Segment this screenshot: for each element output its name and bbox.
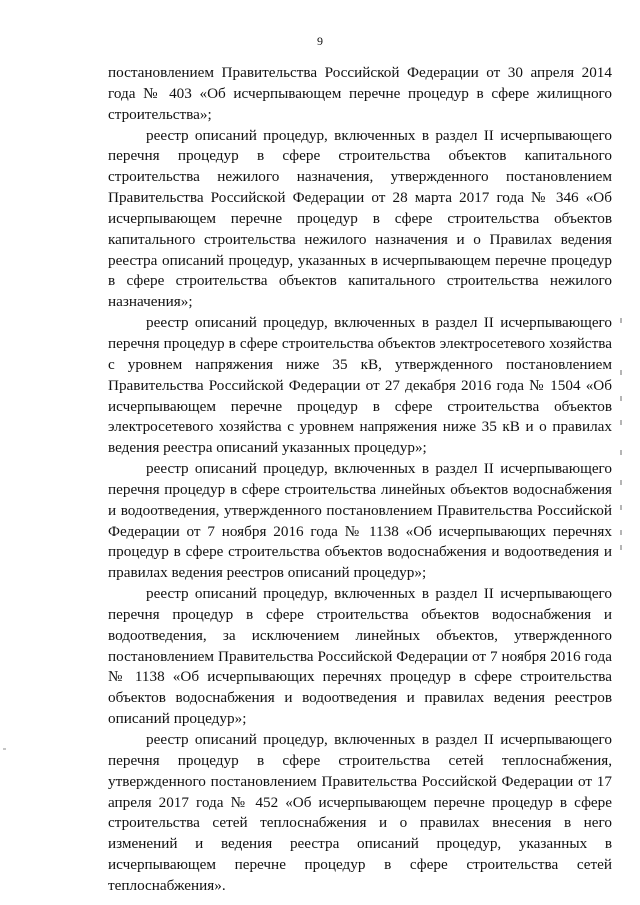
- page-number: 9: [317, 34, 323, 48]
- scan-mark: [620, 396, 622, 401]
- paragraph: реестр описаний процедур, включенных в раздел II исчерпывающего перечня процедур в сфере строительства объектов водоснабжения и водоотведения, за исключением линейных объектов, утвержденного постановлением Правительства Российской Федерации от 7 ноября 2016 года № 1138 «Об исчерпывающих перечнях процедур в сфере строительства объектов водоснабжения и водоотведения и правилах ведения реестров описаний процедур»;: [108, 585, 612, 728]
- scan-mark: [620, 370, 622, 375]
- scan-mark: [620, 318, 622, 323]
- scan-mark: [620, 545, 622, 550]
- paragraph: реестр описаний процедур, включенных в раздел II исчерпывающего перечня процедур в сфере строительства объектов электросетевого хозяйства с уровнем напряжения ниже 35 кВ, утвержденного постановлением Правительства Российской Федерации от 27 декабря 2016 года № 1504 «Об исчерпывающем перечне процедур в сфере строительства объектов электросетевого хозяйства с уровнем напряжения ниже 35 кВ и о правилах ведения реестра описаний указанных процедур»;: [108, 314, 612, 457]
- document-body: [108, 63, 612, 897]
- scan-mark: [620, 530, 622, 535]
- paragraph-continuation: постановлением Правительства Российской Федерации от 30 апреля 2014 года № 403 «Об исчерпывающем перечне процедур в сфере жилищного строительства»;: [108, 64, 612, 123]
- scan-mark: [620, 420, 622, 425]
- paragraph: реестр описаний процедур, включенных в раздел II исчерпывающего перечня процедур в сфере строительства сетей теплоснабжения, утвержденного постановлением Правительства Российской Федерации от 17 апреля 2017 года № 452 «Об исчерпывающем перечне процедур в сфере строительства сетей теплоснабжения и о правилах внесения в него изменений и ведения реестра описаний процедур, указанных в исчерпывающем перечне процедур в сфере строительства сетей теплоснабжения».: [108, 731, 612, 894]
- scan-mark: [620, 505, 622, 510]
- paragraph: реестр описаний процедур, включенных в раздел II исчерпывающего перечня процедур в сфере строительства объектов капитального строительства нежилого назначения, утвержденного постановлением Правительства Российской Федерации от 28 марта 2017 года № 346 «Об исчерпывающем перечне процедур в сфере строительства объектов капитального строительства нежилого назначения и о Правилах ведения реестра описаний процедур, указанных в исчерпывающем перечне процедур в сфере строительства объектов капитального строительства нежилого назначения»;: [108, 126, 612, 311]
- paragraph: реестр описаний процедур, включенных в раздел II исчерпывающего перечня процедур в сфере строительства линейных объектов водоснабжения и водоотведения, утвержденного постановлением Правительства Российской Федерации от 7 ноября 2016 года № 1138 «Об исчерпывающих перечнях процедур в сфере строительства объектов водоснабжения и водоотведения и правилах ведения реестров описаний процедур»;: [108, 460, 612, 582]
- scan-mark: [3, 748, 6, 750]
- scan-mark: [620, 450, 622, 455]
- scan-mark: [620, 480, 622, 485]
